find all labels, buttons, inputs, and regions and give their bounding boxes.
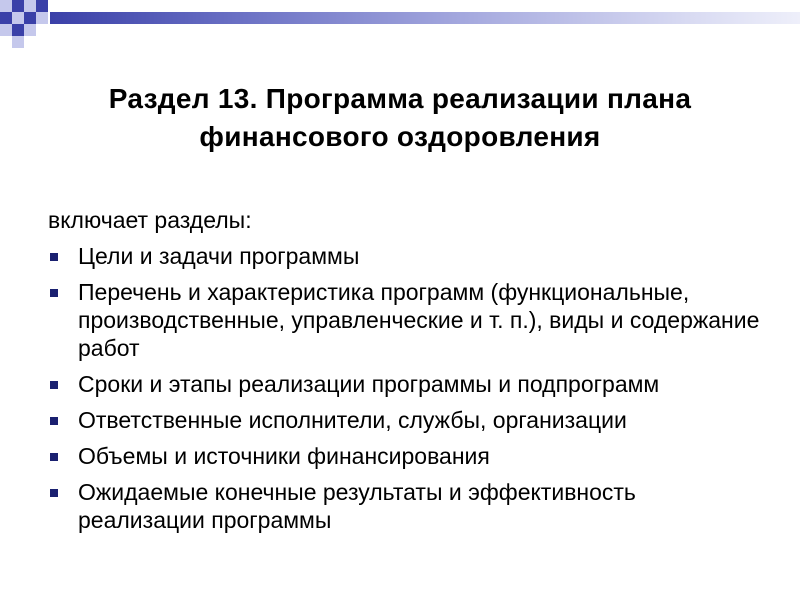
decor-square bbox=[0, 0, 12, 12]
decor-square bbox=[0, 24, 12, 36]
list-item-text: Перечень и характеристика программ (функциональные, производственные, управленческие и т. п.), виды и содержание работ bbox=[78, 279, 760, 361]
list-item-text: Сроки и этапы реализации программы и подпрограмм bbox=[78, 371, 660, 397]
decor-square bbox=[12, 24, 24, 36]
list-item-text: Цели и задачи программы bbox=[78, 243, 360, 269]
square-bullet-icon bbox=[50, 489, 58, 497]
decor-square bbox=[24, 24, 36, 36]
slide-title-line2: финансового оздоровления bbox=[199, 121, 601, 152]
decor-square bbox=[36, 0, 48, 12]
decor-square bbox=[12, 0, 24, 12]
square-bullet-icon bbox=[50, 253, 58, 261]
decor-square bbox=[24, 12, 36, 24]
list-item bbox=[48, 442, 768, 470]
decor-square bbox=[36, 12, 48, 24]
decor-square bbox=[12, 36, 24, 48]
slide-body bbox=[48, 206, 768, 542]
list-item bbox=[48, 242, 768, 270]
list-item bbox=[48, 278, 768, 362]
decor-square bbox=[0, 12, 12, 24]
list-item bbox=[48, 478, 768, 534]
slide-title-line1: Раздел 13. Программа реализации плана bbox=[108, 83, 692, 114]
slide-title bbox=[40, 80, 760, 156]
list-item-text: Ожидаемые конечные результаты и эффективность реализации программы bbox=[78, 479, 636, 533]
square-bullet-icon bbox=[50, 453, 58, 461]
intro-text: включает разделы: bbox=[48, 207, 252, 233]
list-item-text: Объемы и источники финансирования bbox=[78, 443, 490, 469]
square-bullet-icon bbox=[50, 289, 58, 297]
decor-square bbox=[24, 0, 36, 12]
list-item bbox=[48, 370, 768, 398]
header-gradient-band bbox=[50, 12, 800, 24]
square-bullet-icon bbox=[50, 417, 58, 425]
bullet-list bbox=[48, 242, 768, 534]
list-item-text: Ответственные исполнители, службы, организации bbox=[78, 407, 627, 433]
decor-square bbox=[12, 12, 24, 24]
square-bullet-icon bbox=[50, 381, 58, 389]
list-item bbox=[48, 406, 768, 434]
